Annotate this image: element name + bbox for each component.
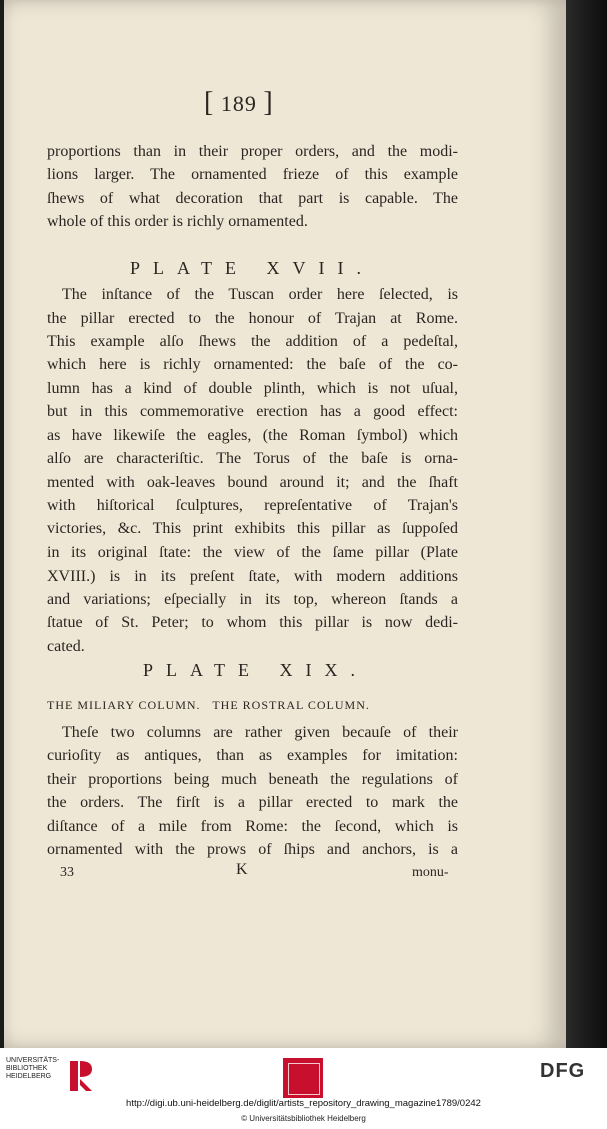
text-line: their proportions being much beneath the regulations of bbox=[47, 771, 458, 788]
text-line: the orders. The firſt is a pillar erected to mark the bbox=[47, 794, 458, 811]
dfg-logo[interactable]: DFG bbox=[540, 1060, 586, 1082]
library-name bbox=[6, 1057, 59, 1081]
text-line: alſo are characteriſtic. The Torus of the baſe is orna- bbox=[47, 450, 458, 467]
university-library-logo[interactable] bbox=[6, 1057, 96, 1095]
library-mark-icon bbox=[66, 1057, 96, 1095]
folio-close-bracket: ] bbox=[263, 87, 274, 118]
book-edge bbox=[566, 0, 607, 1048]
text-line: mented with oak-leaves bound around it; and the ſhaft bbox=[47, 474, 458, 491]
text-line: XVIII.) is in its preſent ſtate, with modern additions bbox=[47, 568, 458, 585]
text-line: The inſtance of the Tuscan order here ſelected, is bbox=[62, 286, 458, 303]
section-heading: PLATE XIX. bbox=[143, 660, 368, 680]
copyright-notice: © Universitätsbibliothek Heidelberg bbox=[241, 1114, 366, 1123]
folio-open-bracket: [ bbox=[204, 87, 215, 118]
text-line: This example alſo ſhews the addition of a pedeſtal, bbox=[47, 333, 458, 350]
text-line: curioſity as antiques, than as examples for imitation: bbox=[47, 747, 458, 764]
page-number bbox=[204, 87, 274, 118]
text-line: cated. bbox=[47, 638, 85, 655]
text-line: proportions than in their proper orders, and the modi- bbox=[47, 143, 458, 160]
text-line: victories, &c. This print exhibits this pillar as ſuppoſed bbox=[47, 520, 458, 537]
text-line: but in this commemorative erection has a good effect: bbox=[47, 403, 458, 420]
text-line: diſtance of a mile from Rome: the ſecond, which is bbox=[47, 818, 458, 835]
signature-letter: K bbox=[236, 861, 248, 878]
folio-number: 189 bbox=[220, 91, 257, 116]
text-line: which here is richly ornamented: the baſe of the co- bbox=[47, 356, 458, 373]
text-line: lions larger. The ornamented frieze of this example bbox=[47, 166, 458, 183]
signature-number: 33 bbox=[60, 865, 74, 880]
text-line: lumn has a kind of double plinth, which is not uſual, bbox=[47, 380, 458, 397]
text-line: and variations; eſpecially in its top, whereon ſtands a bbox=[47, 591, 458, 608]
section-heading: PLATE XVII. bbox=[130, 258, 374, 278]
column-subheading: THE MILIARY COLUMN. THE ROSTRAL COLUMN. bbox=[47, 698, 370, 712]
text-line: with hiſtorical ſculptures, repreſentative of Trajan's bbox=[47, 497, 458, 514]
text-line: whole of this order is richly ornamented. bbox=[47, 213, 308, 230]
digital-library-seal-icon[interactable] bbox=[283, 1058, 323, 1098]
text-line: in its original ſtate: the view of the ſame pillar (Plate bbox=[47, 544, 458, 561]
permalink-url[interactable]: http://digi.ub.uni-heidelberg.de/diglit/artists_repository_drawing_magazine1789/0242 bbox=[126, 1098, 481, 1109]
library-name-line: BIBLIOTHEK bbox=[6, 1065, 48, 1072]
seal-frame bbox=[288, 1063, 320, 1095]
catchword: monu- bbox=[412, 865, 449, 880]
text-line: ſhews of what decoration that part is capable. The bbox=[47, 190, 458, 207]
text-line: Theſe two columns are rather given becauſe of their bbox=[62, 724, 458, 741]
text-line: ornamented with the prows of ſhips and anchors, is a bbox=[47, 841, 458, 858]
text-line: ſtatue of St. Peter; to whom this pillar is now dedi- bbox=[47, 614, 458, 631]
text-line: as have likewiſe the eagles, (the Roman ſymbol) which bbox=[47, 427, 458, 444]
library-name-line: UNIVERSITÄTS- bbox=[6, 1057, 60, 1064]
text-line: the pillar erected to the honour of Trajan at Rome. bbox=[47, 310, 458, 327]
library-name-line: HEIDELBERG bbox=[6, 1073, 52, 1080]
